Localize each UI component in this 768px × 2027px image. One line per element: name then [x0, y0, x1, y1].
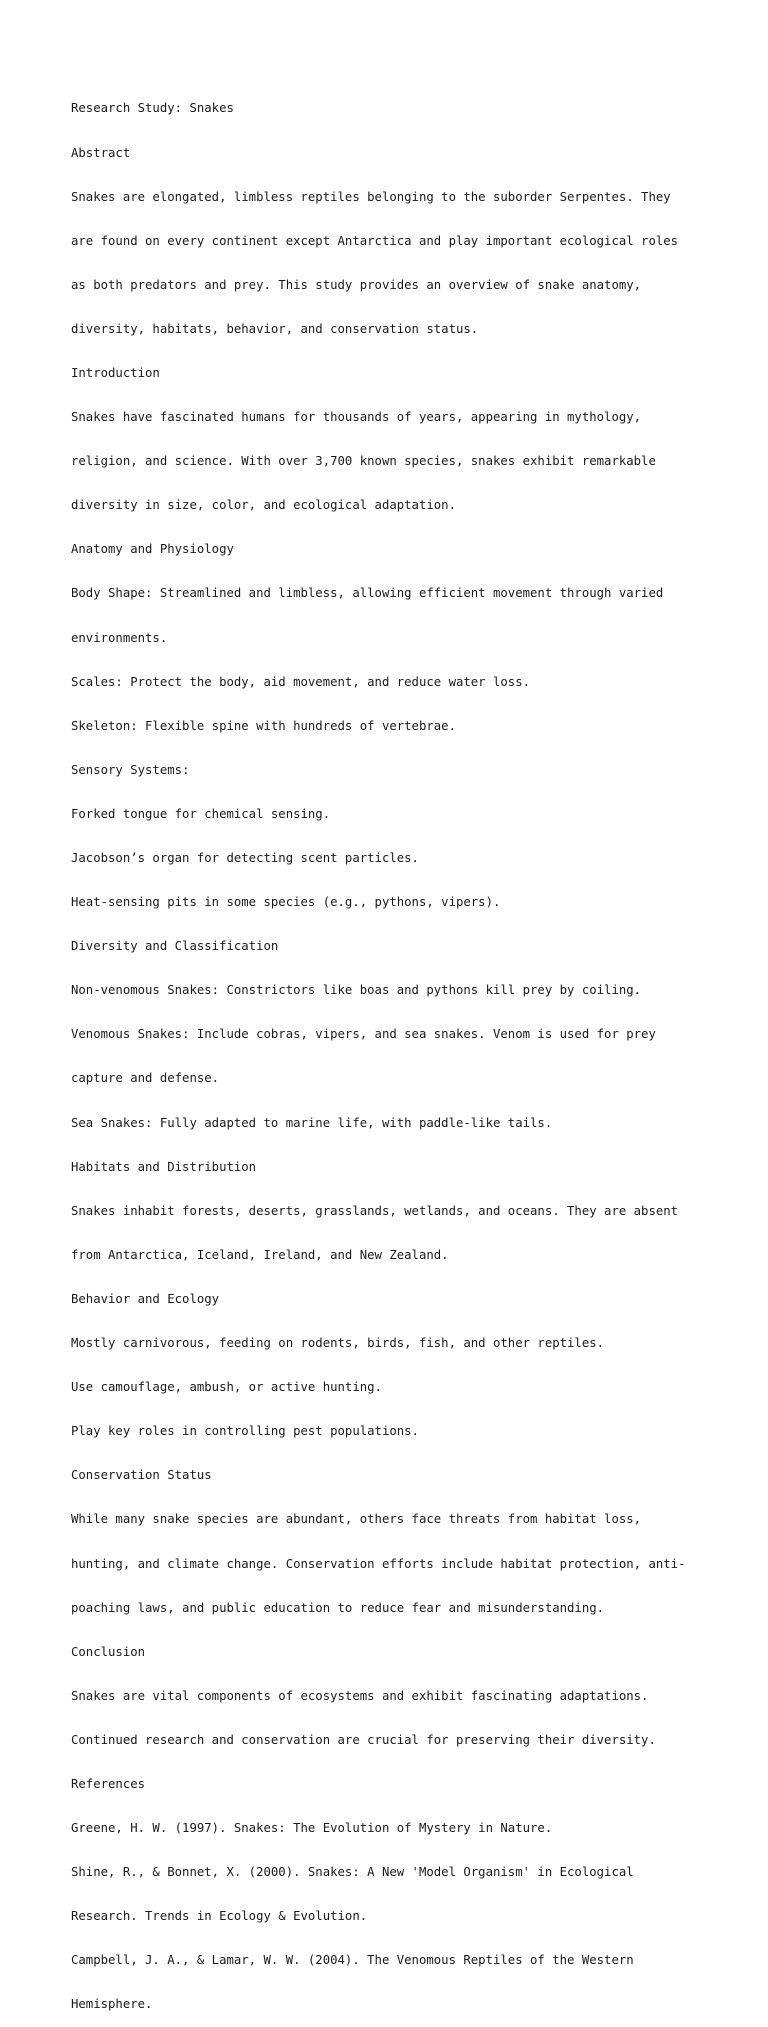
reference-line: Hemisphere.: [71, 1997, 153, 2012]
reference-line: Research. Trends in Ecology & Evolution.: [71, 1909, 368, 1924]
text-line: Snakes have fascinated humans for thousands of years, appearing in mythology,: [71, 410, 642, 425]
text-line: Play key roles in controlling pest populations.: [71, 1424, 419, 1439]
text-line: diversity in size, color, and ecological adaptation.: [71, 498, 456, 513]
section-heading-behavior: Behavior and Ecology: [71, 1291, 220, 1306]
text-line: Mostly carnivorous, feeding on rodents, birds, fish, and other reptiles.: [71, 1336, 605, 1351]
text-line: from Antarctica, Iceland, Ireland, and New Zealand.: [71, 1247, 449, 1262]
text-line: Snakes are vital components of ecosystems and exhibit fascinating adaptations.: [71, 1688, 649, 1703]
reference-line: Campbell, J. A., & Lamar, W. W. (2004). The Venomous Reptiles of the Western: [71, 1953, 634, 1968]
text-line: Skeleton: Flexible spine with hundreds of vertebrae.: [71, 718, 456, 733]
section-heading-anatomy: Anatomy and Physiology: [71, 542, 234, 557]
text-line: Venomous Snakes: Include cobras, vipers, and sea snakes. Venom is used for prey: [71, 1027, 656, 1042]
text-line: are found on every continent except Antarctica and play important ecological roles: [71, 233, 679, 248]
text-line: While many snake species are abundant, others face threats from habitat loss,: [71, 1512, 642, 1527]
section-heading-references: References: [71, 1776, 146, 1791]
text-line: Sensory Systems:: [71, 762, 190, 777]
text-line: diversity, habitats, behavior, and conservation status.: [71, 321, 479, 336]
text-line: Use camouflage, ambush, or active hunting.: [71, 1380, 382, 1395]
section-heading-diversity: Diversity and Classification: [71, 939, 279, 954]
text-line: Heat-sensing pits in some species (e.g., pythons, vipers).: [71, 895, 501, 910]
text-line: environments.: [71, 630, 168, 645]
text-line: hunting, and climate change. Conservation efforts include habitat protection, anti-: [71, 1556, 686, 1571]
reference-line: Greene, H. W. (1997). Snakes: The Evolution of Mystery in Nature.: [71, 1821, 553, 1836]
section-heading-habitats: Habitats and Distribution: [71, 1159, 257, 1174]
section-heading-introduction: Introduction: [71, 365, 160, 380]
text-line: Snakes are elongated, limbless reptiles belonging to the suborder Serpentes. They: [71, 189, 671, 204]
section-heading-abstract: Abstract: [71, 145, 131, 160]
text-line: Forked tongue for chemical sensing.: [71, 806, 331, 821]
text-line: poaching laws, and public education to reduce fear and misunderstanding.: [71, 1600, 605, 1615]
document-title: Research Study: Snakes: [71, 101, 234, 116]
text-line: Scales: Protect the body, aid movement, and reduce water loss.: [71, 674, 531, 689]
text-line: Jacobson’s organ for detecting scent particles.: [71, 851, 419, 865]
text-line: religion, and science. With over 3,700 known species, snakes exhibit remarkable: [71, 454, 656, 469]
text-line: Continued research and conservation are crucial for preserving their diversity.: [71, 1732, 656, 1747]
document-page: [71, 72, 711, 2027]
text-line: capture and defense.: [71, 1071, 220, 1086]
reference-line: Shine, R., & Bonnet, X. (2000). Snakes: A New 'Model Organism' in Ecological: [71, 1865, 634, 1880]
text-line: as both predators and prey. This study provides an overview of snake anatomy,: [71, 277, 642, 292]
section-heading-conclusion: Conclusion: [71, 1644, 146, 1659]
section-heading-conservation: Conservation Status: [71, 1468, 212, 1483]
text-line: Snakes inhabit forests, deserts, grasslands, wetlands, and oceans. They are absent: [71, 1203, 679, 1218]
text-line: Non-venomous Snakes: Constrictors like boas and pythons kill prey by coiling.: [71, 983, 642, 998]
text-line: Body Shape: Streamlined and limbless, allowing efficient movement through varied: [71, 586, 664, 601]
text-line: Sea Snakes: Fully adapted to marine life, with paddle-like tails.: [71, 1115, 553, 1130]
